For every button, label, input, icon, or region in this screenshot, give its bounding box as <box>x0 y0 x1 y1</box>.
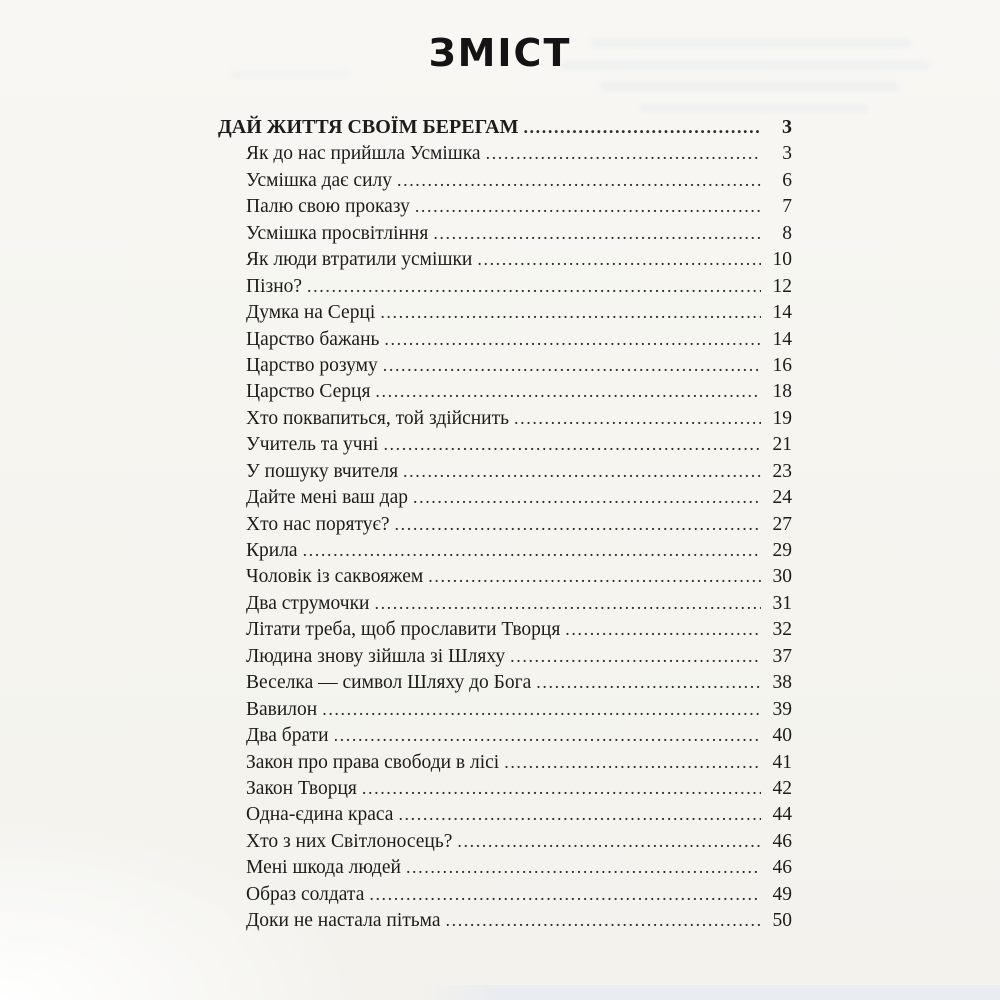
toc-entry-label: Хто поквапиться, той здійснить <box>246 407 510 429</box>
toc-entry-page: 50 <box>772 910 792 932</box>
toc-entry-row <box>218 484 792 510</box>
toc-entry-row <box>218 775 792 801</box>
toc-entry-row <box>218 378 792 404</box>
dot-leader <box>403 458 761 485</box>
toc-entry-page: 39 <box>772 698 792 720</box>
dot-leader <box>514 405 761 432</box>
toc-entry-label: Палю свою проказу <box>246 196 410 218</box>
toc-entry-label: Чоловік із саквояжем <box>246 566 424 588</box>
toc-entry-label: Дайте мені ваш дар <box>246 487 408 509</box>
toc-entry-row <box>218 511 792 537</box>
toc-entry-row <box>218 563 792 589</box>
dot-leader <box>307 273 761 300</box>
toc-entry-label: Веселка — символ Шляху до Бога <box>246 672 532 694</box>
toc-entry-page: 6 <box>782 169 792 191</box>
toc-entry-page: 49 <box>772 883 792 905</box>
toc-entry-page: 3 <box>782 143 792 165</box>
toc-entry-row <box>218 722 792 748</box>
toc-entry-label: Мені шкода людей <box>246 857 401 879</box>
toc-entry-row <box>218 828 792 854</box>
toc-entry-page: 42 <box>772 777 792 799</box>
toc-entry-label: Хто нас порятує? <box>246 513 390 535</box>
toc-entry-row <box>218 881 792 907</box>
toc-entry-label: Думка на Серці <box>246 302 376 324</box>
dot-leader <box>395 511 761 538</box>
toc-entry-row <box>218 907 792 933</box>
toc-entry-label: Два брати <box>246 725 329 747</box>
toc-entry-page: 18 <box>772 381 792 403</box>
dot-leader <box>477 246 761 273</box>
dot-leader <box>433 220 761 247</box>
toc-entry-page: 8 <box>782 222 792 244</box>
toc-entry-row <box>218 220 792 246</box>
toc-entry-page: 24 <box>772 487 792 509</box>
toc-entry-page: 10 <box>772 249 792 271</box>
toc-list <box>218 114 792 934</box>
toc-entry-label: Царство бажань <box>246 328 380 350</box>
toc-section-row <box>218 114 792 140</box>
toc-entry-row <box>218 431 792 457</box>
dot-leader <box>504 749 761 776</box>
toc-entry-page: 46 <box>772 857 792 879</box>
toc-entry-row <box>218 801 792 827</box>
toc-entry-label: Усмішка просвітління <box>246 222 429 244</box>
dot-leader <box>486 140 761 167</box>
toc-entry-row <box>218 749 792 775</box>
toc-entry-label: Пізно? <box>246 275 303 297</box>
toc-entry-page: 37 <box>772 645 792 667</box>
toc-entry-label: Закон Творця <box>246 777 357 799</box>
toc-entry-page: 38 <box>772 672 792 694</box>
toc-entry-row <box>218 537 792 563</box>
toc-entry-label: Одна-єдина краса <box>246 804 394 826</box>
toc-section-page: 3 <box>782 116 792 138</box>
toc-entry-row <box>218 246 792 272</box>
toc-entry-label: Доки не настала пітьма <box>246 910 441 932</box>
toc-entries <box>218 140 792 933</box>
toc-entry-row <box>218 590 792 616</box>
toc-entry-row <box>218 352 792 378</box>
dot-leader <box>322 696 761 723</box>
toc-entry-page: 31 <box>772 592 792 614</box>
dot-leader <box>397 167 761 194</box>
toc-entry-page: 14 <box>772 328 792 350</box>
bleed-through-artifact <box>640 104 870 113</box>
toc-entry-page: 23 <box>772 460 792 482</box>
toc-entry-row <box>218 299 792 325</box>
dot-leader <box>406 854 761 881</box>
dot-leader <box>374 590 761 617</box>
dot-leader <box>334 722 761 749</box>
toc-entry-row <box>218 326 792 352</box>
dot-leader <box>384 326 761 353</box>
toc-entry-row <box>218 643 792 669</box>
toc-entry-page: 40 <box>772 725 792 747</box>
dot-leader <box>446 907 761 934</box>
bleed-through-artifact <box>600 82 900 92</box>
toc-entry-page: 46 <box>772 830 792 852</box>
dot-leader <box>383 352 761 379</box>
dot-leader <box>523 114 761 140</box>
toc-entry-label: Царство розуму <box>246 354 378 376</box>
dot-leader <box>303 537 761 564</box>
toc-section-label: ДАЙ ЖИТТЯ СВОЇМ БЕРЕГАМ <box>218 116 519 138</box>
toc-entry-label: Два струмочки <box>246 592 370 614</box>
toc-entry-label: Образ солдата <box>246 883 365 905</box>
toc-entry-row <box>218 669 792 695</box>
toc-entry-label: Як до нас прийшла Усмішка <box>246 143 481 165</box>
toc-entry-page: 12 <box>772 275 792 297</box>
toc-entry-page: 30 <box>772 566 792 588</box>
toc-entry-page: 21 <box>772 434 792 456</box>
dot-leader <box>362 775 761 802</box>
toc-entry-row <box>218 616 792 642</box>
toc-entry-label: Закон про права свободи в лісі <box>246 751 500 773</box>
dot-leader <box>383 431 761 458</box>
dot-leader <box>565 616 761 643</box>
toc-entry-label: У пошуку вчителя <box>246 460 399 482</box>
dot-leader <box>428 563 761 590</box>
toc-entry-row <box>218 273 792 299</box>
toc-entry-row <box>218 167 792 193</box>
toc-entry-label: Вавилон <box>246 698 318 720</box>
toc-entry-label: Літати треба, щоб прославити Творця <box>246 619 561 641</box>
toc-entry-row <box>218 405 792 431</box>
toc-entry-page: 16 <box>772 354 792 376</box>
toc-entry-page: 32 <box>772 619 792 641</box>
dot-leader <box>415 193 761 220</box>
dot-leader <box>369 881 761 908</box>
toc-entry-page: 41 <box>772 751 792 773</box>
toc-entry-label: Учитель та учні <box>246 434 379 456</box>
toc-entry-label: Усмішка дає силу <box>246 169 392 191</box>
toc-entry-row <box>218 193 792 219</box>
dot-leader <box>536 669 761 696</box>
dot-leader <box>380 299 761 326</box>
toc-entry-row <box>218 854 792 880</box>
dot-leader <box>457 828 761 855</box>
toc-entry-page: 29 <box>772 540 792 561</box>
dot-leader <box>510 643 761 670</box>
toc-entry-row <box>218 140 792 166</box>
page-bottom-edge <box>0 985 1000 1000</box>
dot-leader <box>413 484 761 511</box>
toc-entry-page: 19 <box>772 407 792 429</box>
toc-entry-page: 14 <box>772 302 792 324</box>
toc-entry-label: Крила <box>246 540 298 561</box>
toc-entry-label: Хто з них Світлоносець? <box>246 830 453 852</box>
dot-leader <box>375 378 761 405</box>
toc-entry-page: 7 <box>782 196 792 218</box>
toc-entry-label: Людина знову зійшла зі Шляху <box>246 645 506 667</box>
toc-entry-label: Царство Серця <box>246 381 371 403</box>
dot-leader <box>398 801 761 828</box>
toc-entry-page: 44 <box>772 804 792 826</box>
toc-entry-label: Як люди втратили усмішки <box>246 249 473 271</box>
page-title: ЗМІСТ <box>428 31 572 76</box>
toc-entry-row <box>218 458 792 484</box>
toc-entry-row <box>218 696 792 722</box>
toc-entry-page: 27 <box>772 513 792 535</box>
